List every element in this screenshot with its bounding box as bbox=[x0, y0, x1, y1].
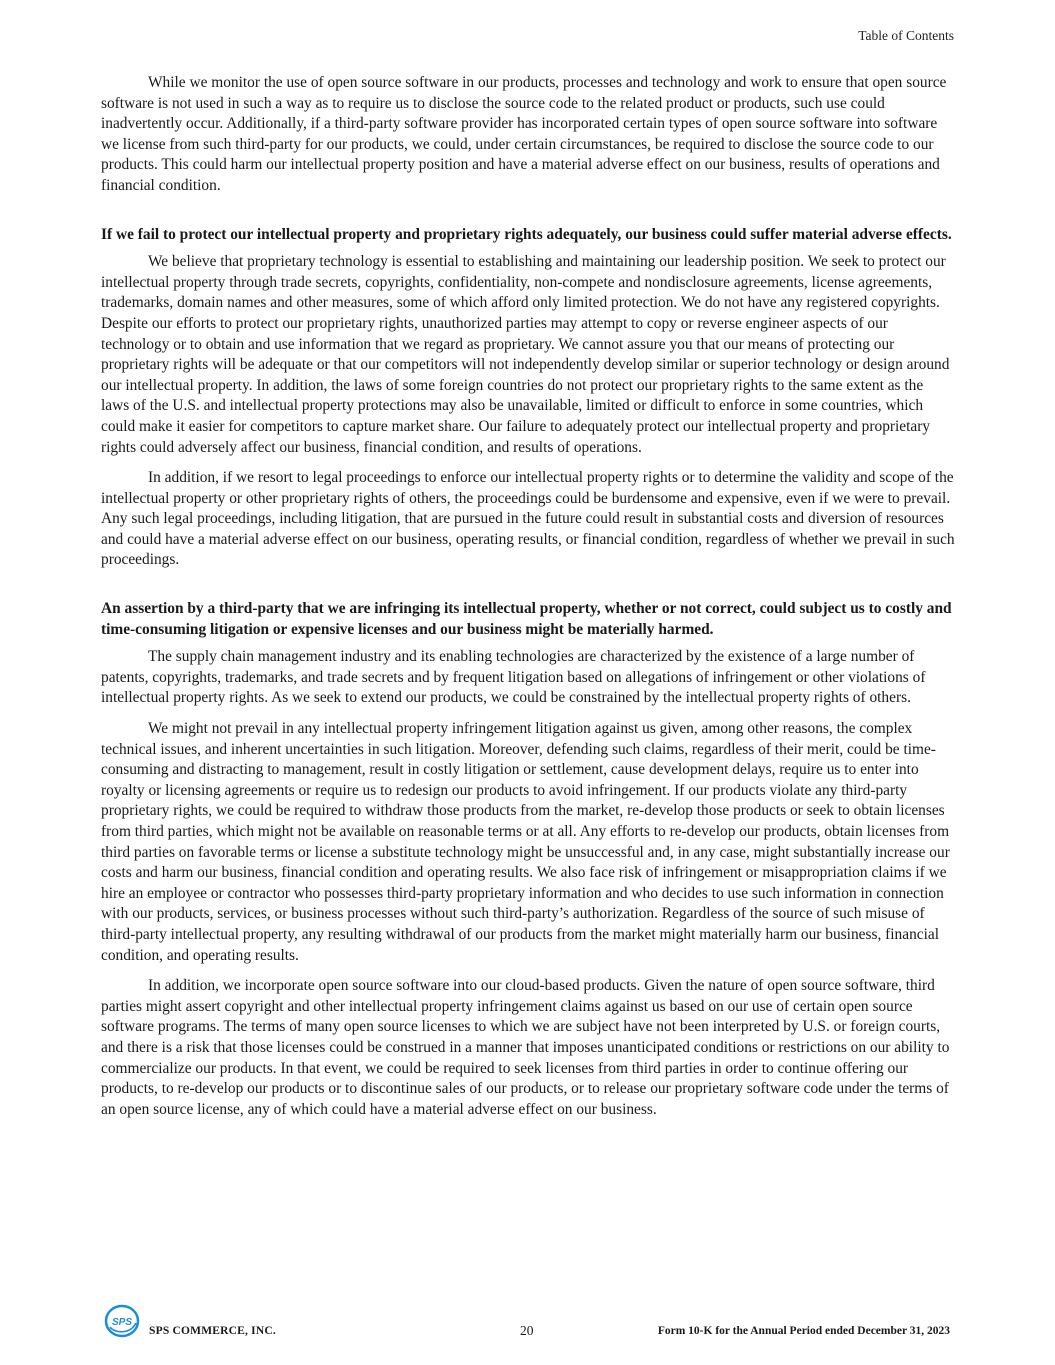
paragraph-supply-chain-patents: The supply chain management industry and its enabling technologies are characterized by the existence of a large number of patents, copyrights, trademarks, and trade secrets and by frequent litigation based on allegations of infringement or other violations of intellectual property rights. As we seek to extend our products, we could be constrained by the intellectual property rights of others. bbox=[101, 648, 926, 707]
form-label: Form 10-K for the Annual Period ended December 31, 2023 bbox=[657, 1325, 950, 1337]
heading-infringement-assertion-risk: An assertion by a third-party that we are infringing its intellectual property, whether or not correct, could subject us to costly and time-consuming litigation or expensive licenses and our business might be materially harmed. bbox=[101, 600, 952, 638]
paragraph-proprietary-technology: We believe that proprietary technology is essential to establishing and maintaining our leadership position. We seek to protect our intellectual property through trade secrets, copyrights, confidentiality, non-compete and nondisclosure agreements, license agreements, trademarks, domain names and other measures, some of which afford only limited protection. We do not have any registered copyrights. Despite our efforts to protect our proprietary rights, unauthorized parties may attempt to copy or reverse engineer aspects of our technology or to obtain and use information that we regard as proprietary. We cannot assure you that our means of protecting our proprietary rights will be adequate or that our competitors will not independently develop similar or superior technology or design around our intellectual property. In addition, the laws of some foreign countries do not protect our proprietary rights to the same extent as the laws of the U.S. and intellectual property protections may also be unavailable, limited or difficult to enforce in some countries, which could make it easier for competitors to capture market share. Our failure to adequately protect our intellectual property and proprietary rights could adversely affect our business, financial condition, and results of operations. bbox=[101, 253, 950, 456]
paragraph-infringement-litigation: We might not prevail in any intellectual property infringement litigation against us given, among other reasons, the complex technical issues, and inherent uncertainties in such litigation. Moreover, defending such claims, regardless of their merit, could be time-consuming and distracting to management, result in costly litigation or settlement, cause development delays, require us to enter into royalty or licensing agreements or require us to redesign our products to avoid infringement. If our products violate any third-party proprietary rights, we could be required to withdraw those products from the market, re-develop those products or seek to obtain licenses from third parties, which might not be available on reasonable terms or at all. Any efforts to re-develop our products, obtain licenses from third parties on favorable terms or license a substitute technology might be unsuccessful and, in any case, might substantially increase our costs and harm our business, financial condition and operating results. We also face risk of infringement or misappropriation claims if we hire an employee or contractor who possesses third-party proprietary information and who decides to use such information in connection with our products, services, or business processes without such third-party’s authorization. Regardless of the source of such misuse of third-party intellectual property, any resulting withdrawal of our products from the market might materially harm our business, financial condition, and operating results. bbox=[101, 720, 950, 964]
page-body bbox=[101, 73, 955, 1130]
page-number: 20 bbox=[520, 1323, 534, 1338]
paragraph-legal-proceedings: In addition, if we resort to legal proceedings to enforce our intellectual property rights or to determine the validity and scope of the intellectual property or other proprietary rights of others, the proceedings could be burdensome and expensive, even if we were to prevail. Any such legal proceedings, including litigation, that are pursued in the future could result in substantial costs and diversion of resources and could have a material adverse effect on our business, operating results, or financial condition, regardless of whether we prevail in such proceedings. bbox=[101, 469, 955, 569]
table-of-contents-link[interactable]: Table of Contents bbox=[858, 28, 954, 43]
company-name: SPS COMMERCE, INC. bbox=[149, 1325, 276, 1337]
heading-ip-protection-risk: If we fail to protect our intellectual property and proprietary rights adequately, our business could suffer material adverse effects. bbox=[101, 225, 952, 243]
page-footer bbox=[0, 1300, 1055, 1350]
logo-text: SPS bbox=[111, 1317, 133, 1328]
sps-logo-icon bbox=[104, 1303, 140, 1339]
paragraph-open-source-claims: In addition, we incorporate open source software into our cloud-based products. Given the nature of open source software, third parties might assert copyright and other intellectual property infringement claims against us based on our use of certain open source software programs. The terms of many open source licenses to which we are subject have not been interpreted by U.S. or foreign courts, and there is a risk that those licenses could be construed in a manner that imposes unanticipated conditions or restrictions on our ability to commercialize our products. In that event, we could be required to seek licenses from third parties in order to continue offering our products, to re-develop our products or to discontinue sales of our products, or to release our proprietary software code under the terms of an open source license, any of which could have a material adverse effect on our business. bbox=[101, 977, 950, 1118]
paragraph-open-source-disclosure: While we monitor the use of open source software in our products, processes and technology and work to ensure that open source software is not used in such a way as to require us to disclose the source code to the related product or products, such use could inadvertently occur. Additionally, if a third-party software provider has incorporated certain types of open source software into software we license from such third-party for our products, we could, under certain circumstances, be required to disclose the source code to our products. This could harm our intellectual property position and have a material adverse effect on our business, results of operations and financial condition. bbox=[101, 74, 947, 194]
